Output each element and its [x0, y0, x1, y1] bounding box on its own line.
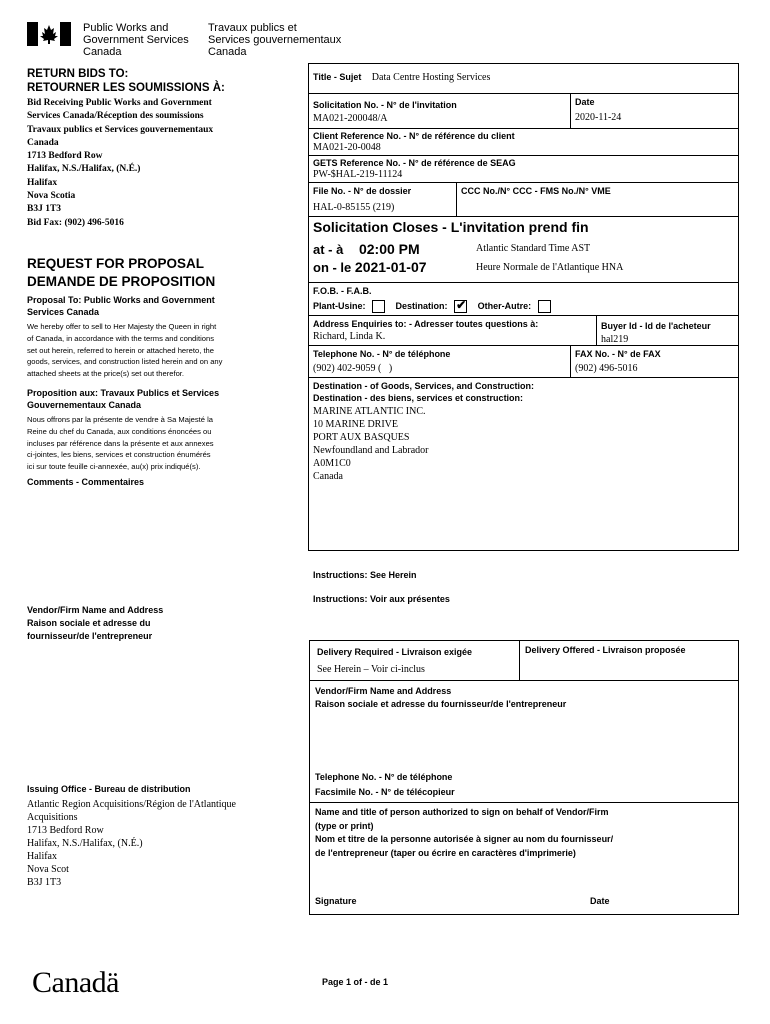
enquiries-value: Richard, Linda K.: [313, 331, 386, 342]
delivery-required-value: See Herein – Voir ci-inclus: [317, 664, 425, 675]
vendor-fax-label: Facsimile No. - N° de télécopieur: [315, 787, 455, 797]
file-no-value: HAL-0-85155 (219): [313, 202, 395, 213]
client-ref-label: Client Reference No. - N° de référence du client: [313, 131, 515, 141]
other-label: Other-Autre:: [477, 300, 532, 311]
on-label: on - le: [313, 260, 352, 275]
canada-flag-icon: [27, 22, 71, 46]
closing-time-value: 02:00 PM: [358, 241, 420, 257]
plant-label: Plant-Usine:: [313, 300, 366, 311]
at-label: at - à: [313, 242, 344, 257]
closing-date-value: 2021-01-07: [354, 259, 427, 275]
proposal-to-label: Proposal To: Public Works and Government Services Canada: [27, 295, 215, 317]
destination-option-label: Destination:: [395, 300, 448, 311]
enquiries-label: Address Enquiries to: - Adresser toutes questions à:: [313, 319, 539, 329]
authorized-person-field[interactable]: [315, 862, 733, 892]
signature-date-label: Date: [590, 896, 610, 906]
closing-time-row: [313, 241, 420, 257]
fax-value: (902) 496-5016: [575, 363, 638, 374]
title-value: Data Centre Hosting Services: [371, 72, 491, 83]
gets-ref-value: PW-$HAL-219-11124: [313, 169, 403, 180]
destination-label: Destination - of Goods, Services, and Construction: Destination - des biens, services et construction:: [313, 381, 535, 403]
solicitation-no-label: Solicitation No. - N° de l'invitation: [313, 100, 457, 110]
delivery-offered-label: Delivery Offered - Livraison proposée: [525, 645, 686, 655]
fob-options: [313, 300, 551, 313]
plant-checkbox[interactable]: [372, 300, 385, 313]
date-label: Date: [575, 97, 595, 107]
title-row: [313, 67, 490, 85]
department-name-en: Public Works and Government Services Canada: [83, 22, 189, 58]
issuing-office-label: Issuing Office - Bureau de distribution: [27, 784, 191, 794]
timezone-en: Atlantic Standard Time AST: [476, 243, 591, 254]
department-name-fr: Travaux publics et Services gouvernementaux Canada: [208, 22, 342, 58]
client-ref-value: MA021-20-0048: [313, 142, 381, 153]
vendor-label-left: Vendor/Firm Name and Address Raison sociale et adresse du fournisseur/de l'entrepreneur: [27, 605, 164, 641]
solicitation-closes-title: Solicitation Closes - L'invitation prend fin: [313, 219, 589, 235]
title-label: Title - Sujet: [313, 72, 362, 82]
proposition-label: Proposition aux: Travaux Publics et Services Gouvernementaux Canada: [27, 388, 220, 410]
return-bids-address: Bid Receiving Public Works and Government Services Canada/Réception des soumissions Travaux publics et Services gouvernementaux Canada 1713 Bedford Row Halifax, N.S./Halifax, (N.É.) Halifax Nova Scotia B3J 1T3 Bid Fax: (902) 496-5016: [27, 98, 214, 228]
gets-ref-label: GETS Reference No. - N° de référence de SEAG: [313, 158, 516, 168]
vendor-name-field[interactable]: [315, 713, 733, 768]
comments-label: Comments - Commentaires: [27, 477, 145, 487]
authorized-person-label: Name and title of person authorized to sign on behalf of Vendor/Firm (type or print) Nom et titre de la personne autorisée à signer au nom du fournisseur/ de l'entrepreneur (taper ou écrire en caractères d'imprimerie): [315, 807, 614, 858]
solicitation-no-value: MA021-200048/A: [313, 113, 388, 124]
closing-date-row: [313, 259, 427, 275]
buyer-id-label: Buyer Id - Id de l'acheteur: [601, 321, 711, 331]
telephone-label: Telephone No. - N° de téléphone: [313, 349, 451, 359]
instructions-en: Instructions: See Herein: [313, 570, 417, 580]
destination-address: MARINE ATLANTIC INC. 10 MARINE DRIVE PORT AUX BASQUES Newfoundland and Labrador A0M1C0 Canada: [313, 406, 429, 482]
date-value: 2020-11-24: [575, 112, 622, 123]
buyer-id-value: hal219: [601, 334, 629, 345]
timezone-fr: Heure Normale de l'Atlantique HNA: [476, 262, 624, 273]
file-no-label: File No. - N° de dossier: [313, 186, 412, 196]
proposal-to-text: We hereby offer to sell to Her Majesty the Queen in right of Canada, in accordance with the terms and conditions set out herein, referred to herein or attached hereto, the goods, services, and construction listed herein and on any attached sheets at the price(s) set out therefor.: [27, 322, 223, 379]
delivery-required-label: Delivery Required - Livraison exigée: [317, 647, 473, 657]
telephone-value: (902) 402-9059 ( ): [313, 363, 393, 374]
ccc-no-label: CCC No./N° CCC - FMS No./N° VME: [461, 186, 611, 196]
vendor-telephone-label: Telephone No. - N° de téléphone: [315, 772, 453, 782]
canada-wordmark: Canadä: [32, 966, 119, 999]
instructions-fr: Instructions: Voir aux présentes: [313, 594, 450, 604]
vendor-name-label: Vendor/Firm Name and Address Raison sociale et adresse du fournisseur/de l'entrepreneur: [315, 686, 567, 709]
fax-label: FAX No. - N° de FAX: [575, 349, 661, 359]
page-number: Page 1 of - de 1: [322, 977, 389, 987]
proposition-text: Nous offrons par la présente de vendre à Sa Majesté la Reine du chef du Canada, aux conditions énoncées ou incluses par référence dans la présente et aux annexes ci-jointes, les biens, services et construction énumérés ici sur toute feuille ci-annexée, au(x) prix indiqué(s).: [27, 415, 214, 472]
destination-checkbox[interactable]: [454, 300, 467, 313]
other-checkbox[interactable]: [538, 300, 551, 313]
fob-label: F.O.B. - F.A.B.: [313, 286, 372, 296]
issuing-office-address: Atlantic Region Acquisitions/Région de l'Atlantique Acquisitions 1713 Bedford Row Halifax, N.S./Halifax, (N.É.) Halifax Nova Scot B3J 1T3: [27, 799, 236, 888]
rfp-title: REQUEST FOR PROPOSAL DEMANDE DE PROPOSITION: [27, 256, 216, 289]
signature-label: Signature: [315, 896, 357, 906]
return-bids-title: RETURN BIDS TO: RETOURNER LES SOUMISSIONS À:: [27, 68, 225, 94]
